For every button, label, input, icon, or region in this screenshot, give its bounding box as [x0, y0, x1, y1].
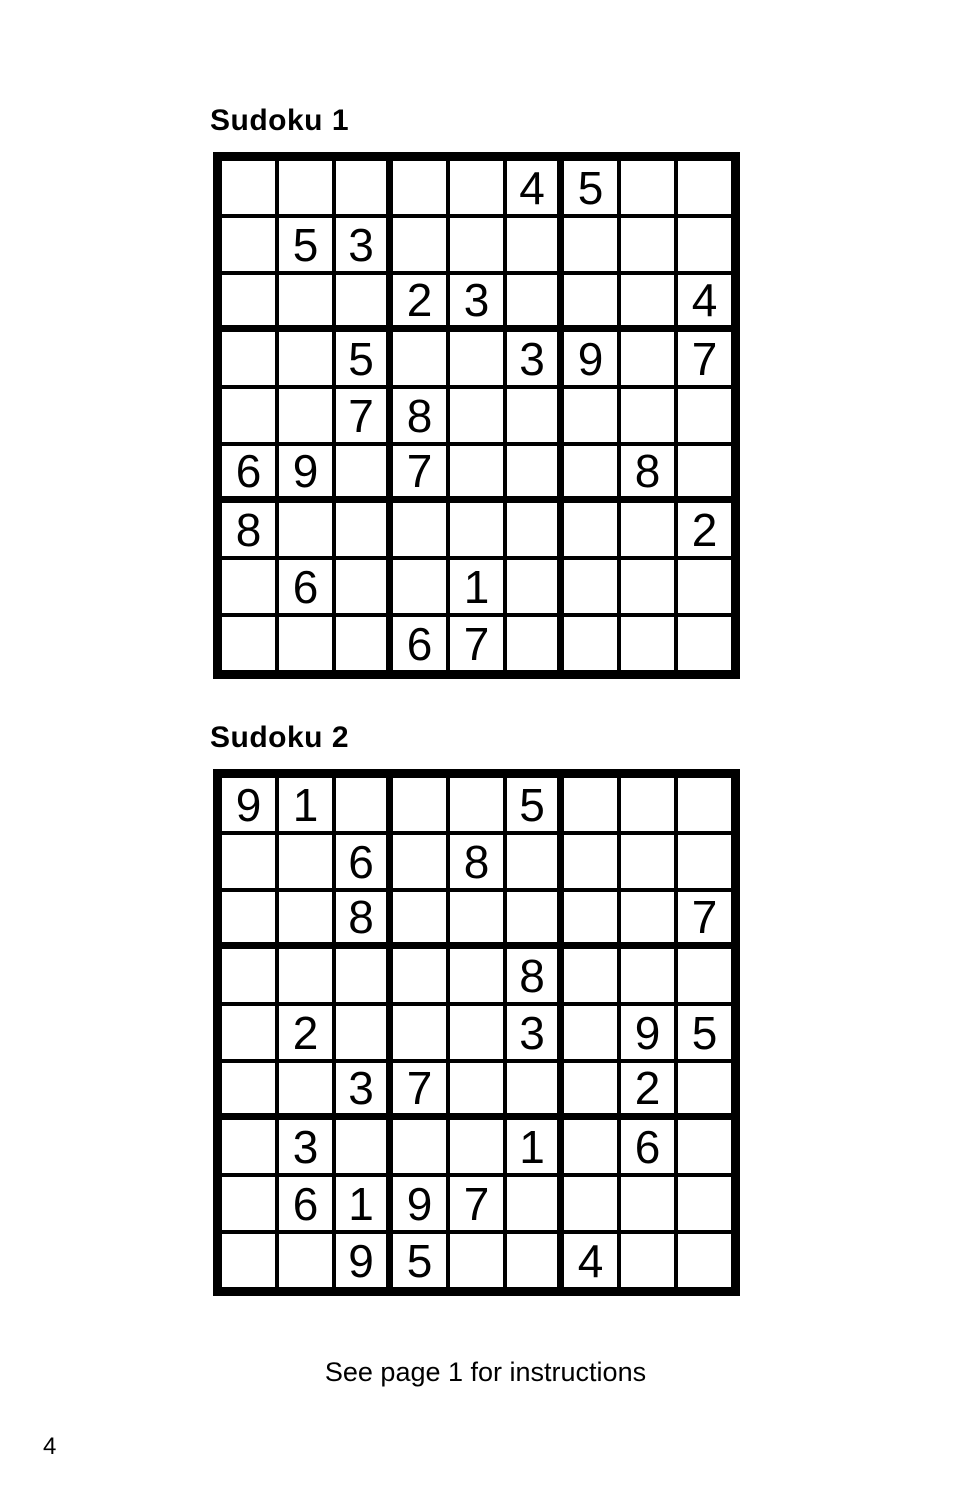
sudoku-cell: [564, 503, 621, 560]
sudoku-cell: [621, 560, 678, 617]
sudoku-cell: [564, 892, 621, 949]
sudoku-cell: [678, 389, 731, 446]
sudoku-cell: [393, 835, 450, 892]
sudoku-cell: [621, 332, 678, 389]
sudoku-cell: [450, 1063, 507, 1120]
sudoku-cell: [507, 1234, 564, 1287]
sudoku-cell: [393, 949, 450, 1006]
sudoku-cell: [564, 1063, 621, 1120]
sudoku-cell: [621, 503, 678, 560]
sudoku-cell: [393, 560, 450, 617]
sudoku-cell: 3: [336, 1063, 393, 1120]
sudoku-cell: [621, 778, 678, 835]
sudoku-cell: [678, 560, 731, 617]
sudoku-cell: [279, 1234, 336, 1287]
sudoku-cell: 5: [678, 1006, 731, 1063]
sudoku-cell: [393, 503, 450, 560]
sudoku-cell: 7: [393, 446, 450, 503]
sudoku-cell: 6: [621, 1120, 678, 1177]
sudoku-cell: 3: [507, 1006, 564, 1063]
sudoku-cell: [450, 949, 507, 1006]
sudoku-cell: [222, 332, 279, 389]
sudoku-cell: [564, 218, 621, 275]
sudoku-cell: [279, 275, 336, 332]
sudoku-cell: [507, 560, 564, 617]
sudoku-cell: 5: [564, 161, 621, 218]
sudoku-cell: [222, 218, 279, 275]
sudoku-cell: 9: [279, 446, 336, 503]
sudoku-cell: [564, 1006, 621, 1063]
sudoku-cell: [678, 617, 731, 670]
sudoku-cell: 6: [279, 1177, 336, 1234]
sudoku-cell: [336, 560, 393, 617]
sudoku-cell: [393, 161, 450, 218]
sudoku-cell: [564, 835, 621, 892]
sudoku-cell: [336, 778, 393, 835]
sudoku-grid-2: [213, 769, 740, 1296]
sudoku-cell: 8: [336, 892, 393, 949]
sudoku-cell: [564, 560, 621, 617]
sudoku-cell: [222, 1234, 279, 1287]
sudoku-cell: 3: [507, 332, 564, 389]
sudoku-cell: [336, 161, 393, 218]
sudoku-cell: 9: [393, 1177, 450, 1234]
sudoku-cell: [222, 560, 279, 617]
sudoku-cell: 5: [279, 218, 336, 275]
sudoku-cell: [507, 275, 564, 332]
sudoku-cell: [279, 1063, 336, 1120]
sudoku-cell: 5: [336, 332, 393, 389]
sudoku-cell: [222, 1120, 279, 1177]
sudoku-cell: [336, 617, 393, 670]
sudoku-cell: [678, 1234, 731, 1287]
sudoku-cell: 8: [450, 835, 507, 892]
sudoku-cell: [222, 949, 279, 1006]
sudoku-cell: [393, 892, 450, 949]
sudoku-cell: [564, 949, 621, 1006]
sudoku-cell: [507, 835, 564, 892]
puzzle-2-title: Sudoku 2: [210, 721, 350, 754]
sudoku-cell: [393, 1006, 450, 1063]
sudoku-cell: 7: [450, 1177, 507, 1234]
sudoku-cell: [336, 275, 393, 332]
sudoku-cell: 4: [507, 161, 564, 218]
sudoku-cell: 8: [621, 446, 678, 503]
sudoku-cell: 5: [393, 1234, 450, 1287]
sudoku-cell: [336, 446, 393, 503]
sudoku-cell: [678, 446, 731, 503]
sudoku-cell: 9: [564, 332, 621, 389]
sudoku-cell: [279, 332, 336, 389]
instructions-note: See page 1 for instructions: [324, 1357, 647, 1387]
sudoku-cell: [279, 835, 336, 892]
sudoku-cell: [564, 1177, 621, 1234]
sudoku-cell: 2: [279, 1006, 336, 1063]
sudoku-cell: 7: [336, 389, 393, 446]
sudoku-cell: [621, 835, 678, 892]
sudoku-cell: [621, 389, 678, 446]
sudoku-cell: [450, 332, 507, 389]
sudoku-cell: [564, 778, 621, 835]
sudoku-cell: [450, 446, 507, 503]
sudoku-cell: [621, 218, 678, 275]
sudoku-cell: [678, 1120, 731, 1177]
sudoku-cell: 3: [336, 218, 393, 275]
sudoku-cell: [507, 218, 564, 275]
sudoku-cell: [393, 778, 450, 835]
sudoku-cell: 7: [678, 892, 731, 949]
sudoku-cell: [393, 218, 450, 275]
sudoku-cell: 1: [279, 778, 336, 835]
sudoku-cell: [279, 389, 336, 446]
sudoku-cell: [507, 892, 564, 949]
sudoku-cell: [621, 161, 678, 218]
sudoku-cell: [336, 1006, 393, 1063]
sudoku-cell: [507, 446, 564, 503]
sudoku-cell: 2: [678, 503, 731, 560]
sudoku-cell: [678, 218, 731, 275]
sudoku-cell: [507, 617, 564, 670]
sudoku-cell: 2: [393, 275, 450, 332]
sudoku-cell: [336, 503, 393, 560]
sudoku-cell: [507, 1063, 564, 1120]
sudoku-cell: [564, 389, 621, 446]
sudoku-cell: [222, 161, 279, 218]
sudoku-cell: [450, 389, 507, 446]
page-number: 4: [43, 1433, 57, 1460]
sudoku-cell: 8: [222, 503, 279, 560]
sudoku-cell: [678, 949, 731, 1006]
sudoku-cell: [450, 218, 507, 275]
sudoku-cell: [393, 1120, 450, 1177]
sudoku-grid-1: [213, 152, 740, 679]
sudoku-cell: [279, 617, 336, 670]
sudoku-cell: [450, 1006, 507, 1063]
sudoku-cell: [222, 1063, 279, 1120]
sudoku-cell: [279, 503, 336, 560]
sudoku-cell: [450, 503, 507, 560]
sudoku-cell: 4: [564, 1234, 621, 1287]
sudoku-cell: 8: [507, 949, 564, 1006]
sudoku-cell: 9: [222, 778, 279, 835]
sudoku-cell: 9: [621, 1006, 678, 1063]
sudoku-cell: [678, 161, 731, 218]
sudoku-cell: 8: [393, 389, 450, 446]
sudoku-cell: [450, 778, 507, 835]
sudoku-cell: [564, 275, 621, 332]
sudoku-cell: 9: [336, 1234, 393, 1287]
sudoku-cell: 2: [621, 1063, 678, 1120]
sudoku-cell: [450, 1234, 507, 1287]
sudoku-cell: [507, 389, 564, 446]
sudoku-cell: [564, 617, 621, 670]
sudoku-cell: [621, 1177, 678, 1234]
sudoku-cell: [222, 1177, 279, 1234]
sudoku-cell: [621, 617, 678, 670]
sudoku-cell: [621, 275, 678, 332]
sudoku-cell: 4: [678, 275, 731, 332]
sudoku-cell: [564, 446, 621, 503]
sudoku-cell: [621, 949, 678, 1006]
sudoku-cell: 7: [678, 332, 731, 389]
sudoku-cell: [222, 275, 279, 332]
sudoku-cell: [450, 161, 507, 218]
sudoku-cell: 3: [279, 1120, 336, 1177]
sudoku-cell: [336, 949, 393, 1006]
sudoku-cell: [222, 835, 279, 892]
sudoku-cell: 7: [450, 617, 507, 670]
sudoku-cell: 3: [450, 275, 507, 332]
sudoku-cell: [222, 617, 279, 670]
puzzle-1-title: Sudoku 1: [210, 104, 350, 137]
sudoku-cell: [222, 389, 279, 446]
sudoku-cell: [678, 778, 731, 835]
sudoku-cell: 5: [507, 778, 564, 835]
sudoku-cell: 1: [450, 560, 507, 617]
sudoku-cell: [678, 1177, 731, 1234]
sudoku-cell: 1: [336, 1177, 393, 1234]
sudoku-cell: [450, 1120, 507, 1177]
sudoku-cell: 6: [393, 617, 450, 670]
sudoku-cell: [393, 332, 450, 389]
sudoku-cell: [621, 892, 678, 949]
sudoku-cell: [564, 1120, 621, 1177]
sudoku-cell: [450, 892, 507, 949]
sudoku-cell: [222, 892, 279, 949]
sudoku-cell: [279, 892, 336, 949]
sudoku-cell: [279, 949, 336, 1006]
sudoku-cell: [678, 835, 731, 892]
sudoku-cell: [678, 1063, 731, 1120]
sudoku-cell: [279, 161, 336, 218]
sudoku-cell: 6: [279, 560, 336, 617]
sudoku-cell: [507, 503, 564, 560]
sudoku-cell: [507, 1177, 564, 1234]
sudoku-cell: [621, 1234, 678, 1287]
sudoku-cell: 6: [336, 835, 393, 892]
sudoku-cell: [222, 1006, 279, 1063]
sudoku-cell: 6: [222, 446, 279, 503]
sudoku-cell: 1: [507, 1120, 564, 1177]
sudoku-cell: 7: [393, 1063, 450, 1120]
sudoku-cell: [336, 1120, 393, 1177]
